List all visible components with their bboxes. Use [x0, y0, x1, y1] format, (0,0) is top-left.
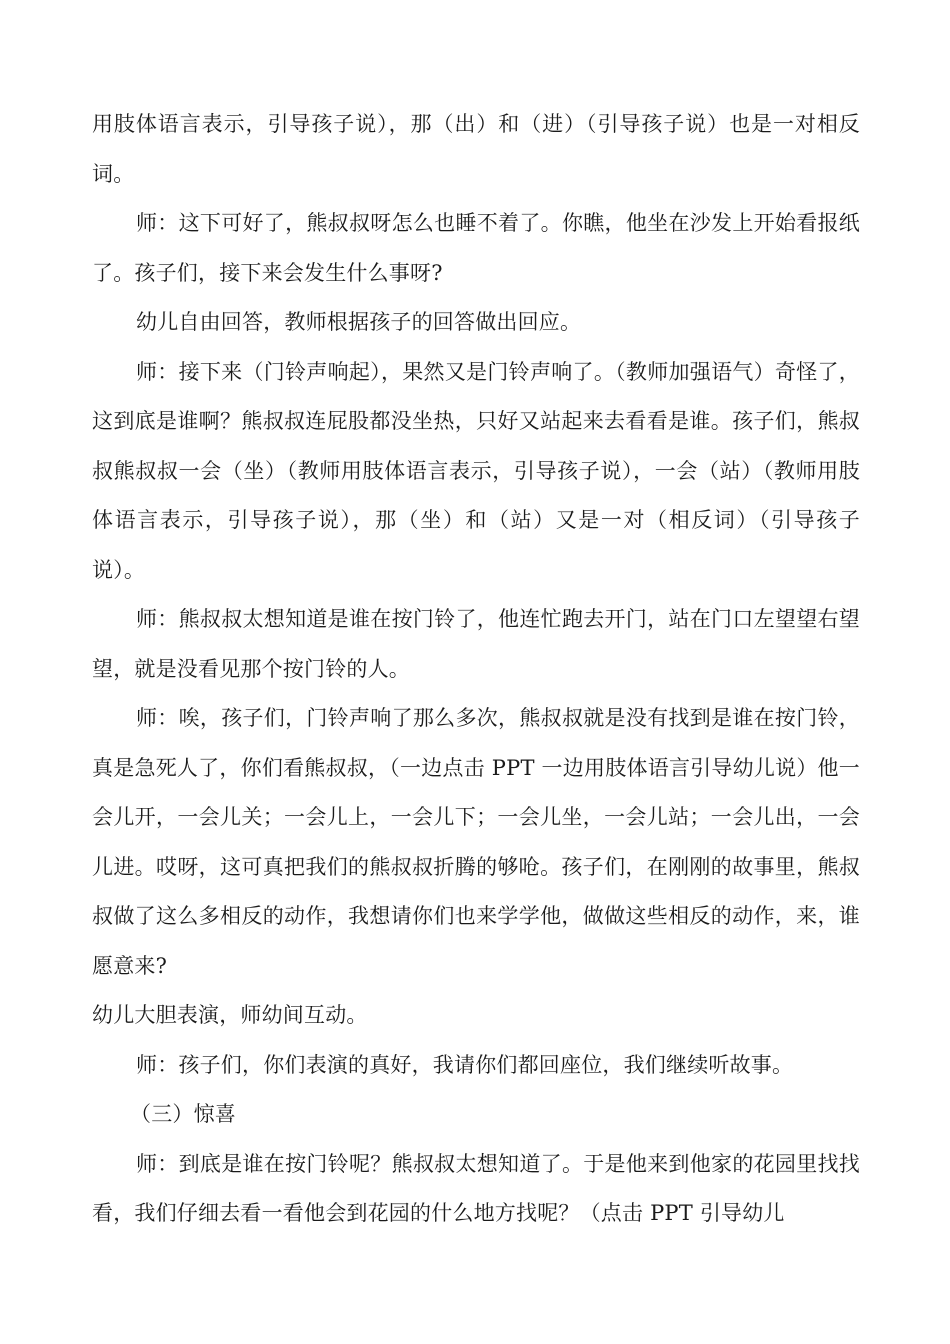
paragraph-teacher-garden: 师：到底是谁在按门铃呢？熊叔叔太想知道了。于是他来到他家的花园里找找看，我们仔细去看一看他会到花园的什么地方找呢？（点击 PPT 引导幼儿	[92, 1151, 860, 1225]
paragraph-teacher-open-door: 师：熊叔叔太想知道是谁在按门铃了，他连忙跑去开门，站在门口左望望右望望，就是没看见那个按门铃的人。	[92, 607, 860, 681]
paragraph-teacher-continue: 师：孩子们，你们表演的真好，我请你们都回座位，我们继续听故事。	[136, 1052, 794, 1077]
paragraph-teacher-doorbell: 师：接下来（门铃声响起），果然又是门铃声响了。（教师加强语气）奇怪了，这到底是谁啊？熊叔叔连屁股都没坐热，只好又站起来去看看是谁。孩子们，熊叔叔熊叔叔一会（坐）（教师用肢体语言表示，引导孩子说），一会（站）（教师用肢体语言表示，引导孩子说），那（坐）和（站）又是一对（相反词）（引导孩子说）。	[92, 359, 860, 582]
document-page	[92, 100, 860, 1239]
paragraph-children-perform: 幼儿大胆表演，师幼间互动。	[92, 1003, 368, 1027]
paragraph-teacher-opposites: 师：唉，孩子们，门铃声响了那么多次，熊叔叔就是没有找到是谁在按门铃，真是急死人了，你们看熊叔叔，（一边点击 PPT 一边用肢体语言引导幼儿说）他一会儿开，一会儿关；一会儿上，一会儿下；一会儿坐，一会儿站；一会儿出，一会儿进。哎呀，这可真把我们的熊叔叔折腾的够呛。孩子们，在刚刚的故事里，熊叔叔做了这么多相反的动作，我想请你们也来学学他，做做这些相反的动作，来，谁愿意来?	[92, 706, 860, 978]
section-heading-surprise: （三）惊喜	[130, 1102, 236, 1126]
paragraph-continuation: 用肢体语言表示，引导孩子说），那（出）和（进）（引导孩子说）也是一对相反词。	[92, 112, 860, 186]
paragraph-teacher-newspaper: 师：这下可好了，熊叔叔呀怎么也睡不着了。你瞧，他坐在沙发上开始看报纸了。孩子们，接下来会发生什么事呀?	[92, 211, 860, 285]
paragraph-children-answer: 幼儿自由回答，教师根据孩子的回答做出回应。	[136, 310, 582, 334]
